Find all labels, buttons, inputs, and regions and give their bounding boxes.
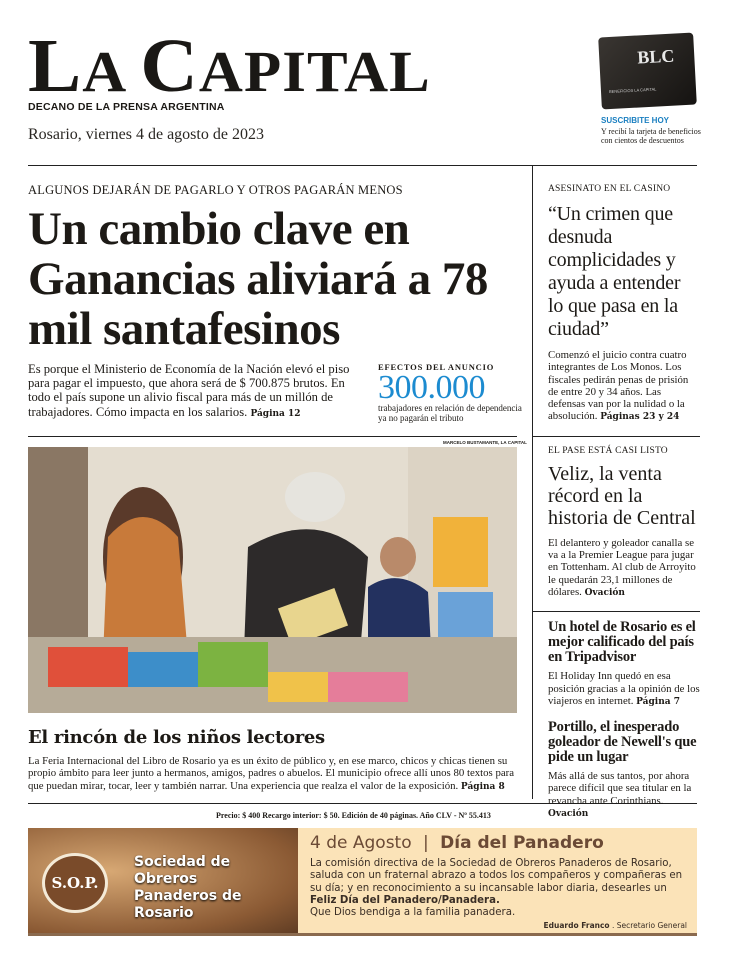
ad-heading: Día del Panadero xyxy=(440,833,604,853)
sidebar-body xyxy=(548,770,700,820)
benefits-card-image[interactable] xyxy=(598,33,697,110)
signer: Eduardo Franco xyxy=(543,921,610,930)
body-text: Comenzó el juicio contra cuatro integrantes de Los Monos. Los fiscales pedirán penas de prisión de entre 20 y 34 años. Las defensas van por la nulidad o la absolución. xyxy=(548,349,689,423)
sop-logo: S.O.P. xyxy=(42,853,108,913)
card-logo: BLC xyxy=(636,45,675,68)
separator: | xyxy=(423,833,429,853)
page-ref[interactable]: Página 12 xyxy=(250,408,301,419)
sidebar-headline[interactable]: Un hotel de Rosario es el mejor calificado del país en Tripadvisor xyxy=(548,619,696,666)
promo-text: Y recibí la tarjeta de beneficios con cientos de descuentos xyxy=(601,127,701,145)
ad-signature: Eduardo Franco . Secretario General xyxy=(543,921,687,930)
price-line: Precio: $ 400 Recargo interior: $ 50. Edición de 40 páginas. Año CLV - Nº 55.413 xyxy=(216,811,491,820)
bakers-day-ad[interactable] xyxy=(28,828,697,936)
sidebar-headline[interactable]: Portillo, el inesperado goleador de Newell's que pide un lugar xyxy=(548,719,697,766)
sidebar-kicker: ASESINATO EN EL CASINO xyxy=(548,184,671,194)
card-text: BENEFICIOS LA CAPITAL xyxy=(608,86,657,95)
book-fair-photo[interactable] xyxy=(28,447,517,713)
sidebar-story xyxy=(533,183,700,437)
fact-number: 300.000 xyxy=(378,369,485,406)
sidebar-story xyxy=(548,620,700,720)
ad-body xyxy=(310,858,695,919)
page-ref[interactable]: Ovación xyxy=(584,587,625,598)
divider xyxy=(28,436,517,437)
page-ref[interactable]: Página 8 xyxy=(460,781,505,792)
sidebar-body xyxy=(548,537,700,599)
divider xyxy=(28,165,697,166)
ad-date: 4 de Agosto xyxy=(310,833,412,853)
masthead-logo[interactable] xyxy=(28,24,431,110)
caption-text: La Feria Internacional del Libro de Rosario ya es un éxito de público y, en ese marco, chicos y chicas tienen su propio ámbito para leer junto a hermanos, amigos, padres o abuelos. El municipio ofrece allí unos 80 textos para que puedan mirar, tocar, leer y también narrar. Una experiencia que realza el valor de la exposición. xyxy=(28,755,515,792)
page-ref[interactable]: Página 7 xyxy=(636,696,680,707)
sidebar-story xyxy=(548,720,700,832)
org-name: Sociedad de Obreros Panaderos de Rosario xyxy=(134,854,242,921)
sidebar-body xyxy=(548,670,700,708)
edition-date: Rosario, viernes 4 de agosto de 2023 xyxy=(28,126,264,143)
sidebar-body xyxy=(548,349,700,424)
logo-letter: A xyxy=(82,39,141,104)
fact-text: trabajadores en relación de dependencia ya no pagarán el tributo xyxy=(378,403,522,423)
sidebar-kicker: EL PASE ESTÁ CASI LISTO xyxy=(548,445,668,456)
sidebar-story xyxy=(533,445,700,612)
photo-caption-body xyxy=(28,755,523,793)
photo-caption-title[interactable]: El rincón de los niños lectores xyxy=(28,727,325,748)
body-text: El delantero y goleador canalla se va a la Premier League para jugar en Tottenham. Al club de Arroyito le quedarán 23,1 millones de dólares. xyxy=(548,536,696,598)
ad-closing: Que Dios bendiga a la familia panadera. xyxy=(310,907,516,919)
ad-title xyxy=(310,833,604,854)
signer-role: Secretario General xyxy=(616,921,687,930)
sidebar-headline[interactable]: Veliz, la venta récord en la historia de Central xyxy=(548,462,696,529)
logo-letter: L xyxy=(28,24,83,108)
subscribe-link[interactable]: SUSCRIBITE HOY xyxy=(601,116,670,125)
ad-bold-text: Feliz Día del Panadero/Panadera. xyxy=(310,894,500,906)
fact-box xyxy=(378,362,528,423)
lead-body xyxy=(28,362,368,423)
lead-headline[interactable]: Un cambio clave en Ganancias aliviará a 78 mil santafesinos xyxy=(28,203,488,355)
photo-credit: MARCELO BUSTAMANTE, LA CAPITAL xyxy=(443,440,527,445)
photo-illustration xyxy=(28,447,517,713)
page-ref[interactable]: Páginas 23 y 24 xyxy=(600,412,680,423)
ad-text: La comisión directiva de la Sociedad de Obreros Panaderos de Rosario, saluda con un fraternal abrazo a todos los compañeros y compañeras en su día; y en reconocimiento a su incansable labor diaria, desearles un xyxy=(310,858,683,894)
fact-label: EFECTOS DEL ANUNCIO xyxy=(378,362,495,372)
lead-body-text: Es porque el Ministerio de Economía de la Nación elevó el piso para pagar el impuesto, que ahora será de $ 700.875 brutos. En todo el país supone un alivio fiscal para más de un millón de trabajadores. Cómo impacta en los salarios. xyxy=(28,362,350,419)
logo-letter: APITAL xyxy=(198,39,431,104)
lead-story xyxy=(28,183,528,423)
logo-letter: C xyxy=(140,24,199,108)
body-text: El Holiday Inn quedó en esa posición gracias a la opinión de los viajeros en internet. xyxy=(548,670,700,707)
lead-kicker: ALGUNOS DEJARÁN DE PAGARLO Y OTROS PAGARÁN MENOS xyxy=(28,183,403,197)
body-text: Más allá de sus tantos, por ahora parece difícil que sea titular en la revancha ante Corinthians. xyxy=(548,770,692,807)
page-ref[interactable]: Ovación xyxy=(548,809,589,820)
sidebar-headline[interactable]: “Un crimen que desnuda complicidades y ayuda a entender lo que pasa en la ciudad” xyxy=(548,203,681,340)
tagline: DECANO DE LA PRENSA ARGENTINA xyxy=(28,101,225,113)
sidebar xyxy=(548,183,700,832)
bread-image xyxy=(28,828,298,936)
lead-row xyxy=(28,362,528,423)
